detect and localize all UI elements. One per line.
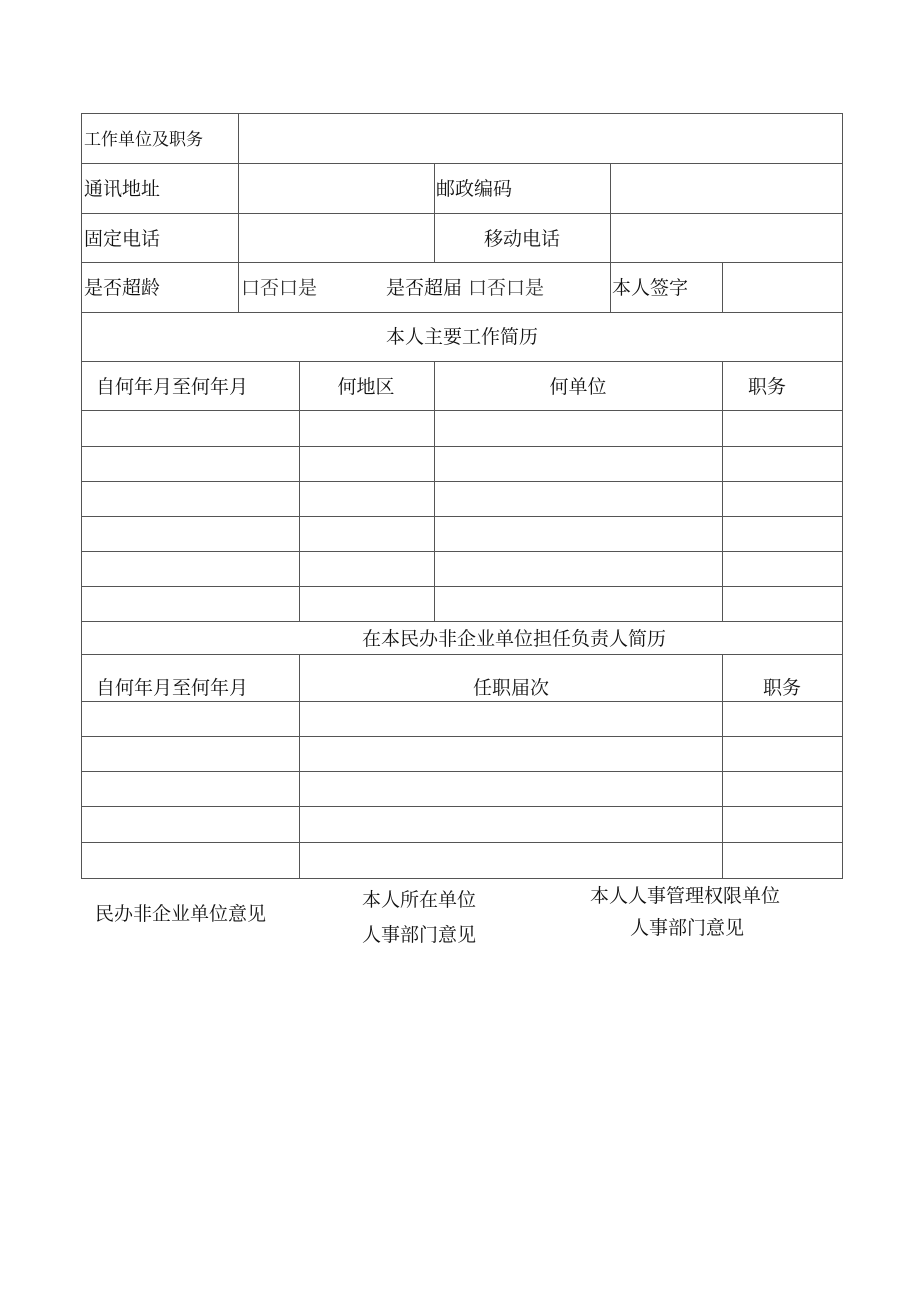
- row-divider: [82, 842, 842, 843]
- overterm-label: 是否超届: [386, 277, 463, 299]
- work-history-title: 本人主要工作简历: [385, 326, 539, 348]
- phone-field[interactable]: [239, 214, 433, 261]
- leader-history-header-period: 自何年月至何年月: [96, 677, 249, 699]
- row-divider: [82, 586, 842, 587]
- postal-code-label: 邮政编码: [436, 178, 513, 200]
- row-divider: [82, 481, 842, 482]
- overage-label: 是否超龄: [84, 277, 161, 299]
- work-history-header-position: 职务: [747, 376, 787, 398]
- row-divider: [82, 654, 842, 655]
- authority-opinion-line1: 本人人事管理权限单位: [590, 885, 781, 907]
- column-divider: [434, 163, 435, 263]
- signature-field[interactable]: [723, 263, 841, 311]
- row-divider: [82, 701, 842, 702]
- phone-label: 固定电话: [84, 228, 161, 250]
- address-field[interactable]: [239, 164, 433, 212]
- row-divider: [82, 312, 842, 313]
- column-divider: [434, 361, 435, 621]
- mobile-label: 移动电话: [483, 228, 561, 250]
- work-unit-label: 工作单位及职务: [84, 130, 203, 150]
- dept-opinion-line1: 本人所在单位: [362, 889, 477, 911]
- row-divider: [82, 516, 842, 517]
- row-divider: [82, 736, 842, 737]
- column-divider: [299, 361, 300, 621]
- row-divider: [82, 446, 842, 447]
- work-history-header-region: 何地区: [337, 376, 395, 398]
- row-divider: [82, 771, 842, 772]
- row-divider: [82, 806, 842, 807]
- row-divider: [82, 410, 842, 411]
- work-history-header-unit: 何单位: [549, 376, 607, 398]
- postal-code-field[interactable]: [611, 164, 841, 212]
- work-history-header-period: 自何年月至何年月: [96, 376, 249, 398]
- address-label: 通讯地址: [84, 178, 161, 200]
- org-opinion-label: 民办非企业单位意见: [95, 903, 267, 925]
- work-unit-field[interactable]: [239, 115, 841, 162]
- leader-history-header-term: 任职届次: [472, 677, 550, 699]
- mobile-field[interactable]: [611, 214, 841, 261]
- leader-history-header-position: 职务: [762, 677, 802, 699]
- row-divider: [82, 361, 842, 362]
- column-divider: [299, 654, 300, 879]
- overterm-checkboxes[interactable]: 口否口是: [468, 277, 545, 299]
- authority-opinion-line2: 人事部门意见: [630, 917, 745, 939]
- leader-history-title: 在本民办非企业单位担任负责人简历: [361, 628, 667, 650]
- column-divider: [722, 361, 723, 621]
- registration-form-table: [81, 113, 843, 879]
- row-divider: [82, 551, 842, 552]
- signature-label: 本人签字: [612, 277, 689, 299]
- overage-checkboxes[interactable]: 口否口是: [241, 277, 318, 299]
- row-divider: [82, 621, 842, 622]
- column-divider: [722, 654, 723, 879]
- dept-opinion-line2: 人事部门意见: [362, 924, 477, 946]
